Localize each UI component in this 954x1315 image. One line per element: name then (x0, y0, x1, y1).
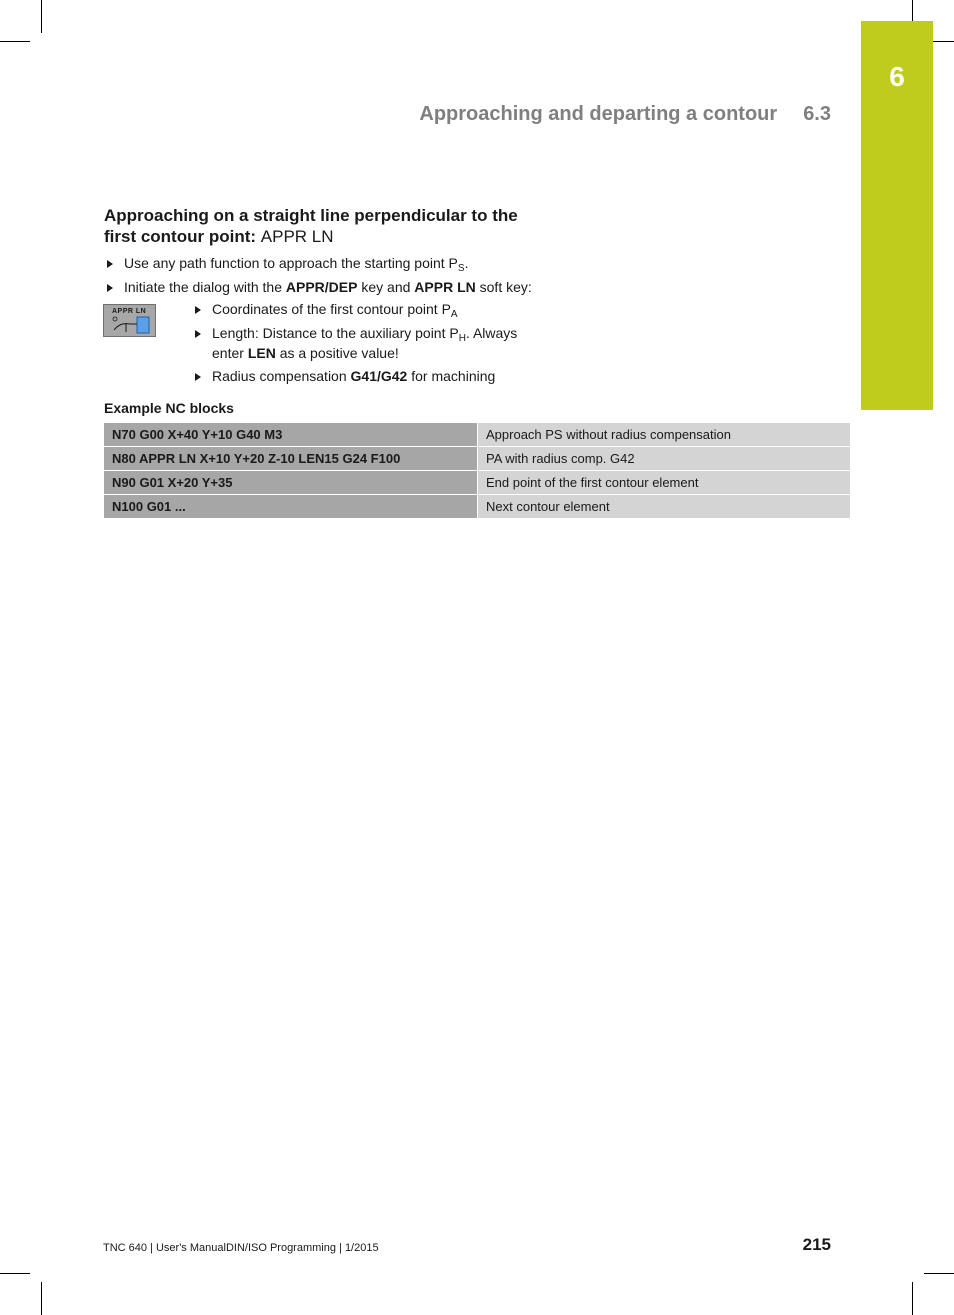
table-row (104, 447, 850, 471)
step-text: soft key: (475, 279, 532, 295)
step-text: for machining (407, 368, 496, 384)
crop-mark (0, 41, 30, 42)
crop-mark (912, 1282, 913, 1315)
crop-mark (41, 1282, 42, 1315)
bullet-arrow-icon (195, 373, 201, 381)
table-row (104, 471, 850, 495)
nc-code-cell: N70 G00 X+40 Y+10 G40 M3 (104, 423, 478, 447)
nc-code-cell: N90 G01 X+20 Y+35 (104, 471, 478, 495)
step-text: Radius compensation (212, 368, 351, 384)
crop-mark (41, 0, 42, 33)
step-subscript: H (458, 333, 466, 344)
step-subscript: A (450, 309, 458, 320)
nc-description-cell: End point of the first contour element (478, 471, 851, 495)
bullet-arrow-icon (107, 284, 113, 292)
substep-item (195, 366, 495, 386)
softkey-label: APPR LN (112, 308, 147, 315)
crop-mark (924, 1273, 954, 1274)
step-text: key and (357, 279, 415, 295)
step-text: Length: Distance to the auxiliary point P (212, 325, 459, 341)
nc-description-cell: Approach PS without radius compensation (478, 423, 851, 447)
crop-mark (0, 1273, 30, 1274)
key-name: APPR/DEP (285, 279, 358, 295)
step-text: . Always (465, 325, 518, 341)
step-subscript: S (457, 263, 465, 274)
function-name: G41/G42 (350, 368, 408, 384)
section-title (104, 205, 554, 247)
appr-ln-softkey (103, 304, 156, 337)
nc-description-cell: PA with radius comp. G42 (478, 447, 851, 471)
substep-item (195, 299, 458, 319)
step-text: Use any path function to approach the starting point P (124, 255, 458, 271)
footer-text: TNC 640 | User's ManualDIN/ISO Programming | 1/2015 (103, 1242, 379, 1254)
appr-ln-softkey-icon (112, 316, 150, 334)
running-head (419, 103, 831, 126)
bullet-arrow-icon (107, 260, 113, 268)
bullet-arrow-icon (195, 330, 201, 338)
section-title-command: APPR LN (260, 227, 334, 246)
page-number: 215 (802, 1235, 831, 1254)
step-text: enter (212, 345, 248, 361)
table-row (104, 423, 850, 447)
step-text: Initiate the dialog with the (124, 279, 286, 295)
parameter-name: LEN (247, 345, 276, 361)
running-head-title: Approaching and departing a contour (419, 103, 778, 125)
table-row (104, 495, 850, 519)
softkey-name: APPR LN (414, 279, 476, 295)
nc-code-cell: N100 G01 ... (104, 495, 478, 519)
chapter-tab (861, 21, 933, 410)
step-item (107, 253, 468, 273)
chapter-number: 6 (889, 61, 905, 92)
substep-item (195, 323, 517, 343)
nc-blocks-table (104, 423, 850, 519)
nc-description-cell: Next contour element (478, 495, 851, 519)
nc-code-cell: N80 APPR LN X+10 Y+20 Z-10 LEN15 G24 F100 (104, 447, 478, 471)
step-text: . (464, 255, 469, 271)
substep-continuation (212, 343, 399, 363)
step-text: Coordinates of the first contour point P (212, 301, 451, 317)
section-title-text: Approaching on a straight line perpendicular to the first contour point: (104, 206, 518, 246)
bullet-arrow-icon (195, 306, 201, 314)
example-heading: Example NC blocks (104, 400, 234, 416)
running-head-section: 6.3 (803, 103, 831, 125)
step-item (107, 277, 532, 297)
step-text: as a positive value! (275, 345, 399, 361)
